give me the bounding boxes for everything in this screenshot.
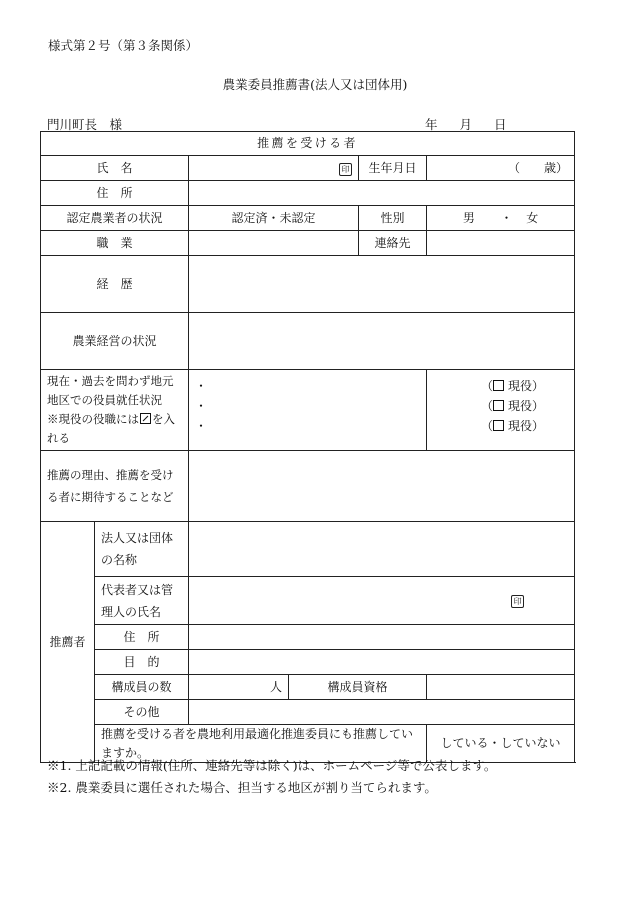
gender-separator: ・ <box>500 210 513 225</box>
rec-address-label: 住 所 <box>95 625 189 650</box>
bullet-1: ・ <box>195 379 208 393</box>
reason-label <box>41 451 189 522</box>
checkbox-icon[interactable] <box>493 380 504 391</box>
footnotes <box>47 755 496 799</box>
birth-field[interactable]: （ 歳） <box>427 156 575 181</box>
current-status-column <box>427 370 575 451</box>
officer-label <box>41 370 189 451</box>
other-label: その他 <box>95 700 189 725</box>
bullet-3: ・ <box>195 419 208 433</box>
members-field[interactable]: 人 <box>189 675 289 700</box>
rep-name-label: 代表者又は管 理人の氏名 <box>95 577 189 625</box>
form-number: 様式第２号（第３条関係） <box>48 38 199 53</box>
date-day: 日 <box>494 117 507 132</box>
reason-field[interactable] <box>189 451 575 522</box>
addressee: 門川町長 様 <box>47 117 123 132</box>
seal-mark: 印 <box>511 595 524 608</box>
qualification-field[interactable] <box>427 675 575 700</box>
rec-address-field[interactable] <box>189 625 575 650</box>
address-field[interactable] <box>189 181 575 206</box>
org-name-label: 法人又は団体 の名称 <box>95 522 189 577</box>
gender-label: 性別 <box>359 206 427 231</box>
certified-label: 認定農業者の状況 <box>41 206 189 231</box>
officer-label-line4: れる <box>47 431 70 445</box>
current-status-2[interactable]: （ 現役） <box>481 399 545 413</box>
farming-field[interactable] <box>189 313 575 370</box>
officer-label-line1: 現在・過去を問わず地元 <box>47 374 174 388</box>
recommendation-form-table <box>40 131 575 763</box>
certified-value[interactable]: 認定済・未認定 <box>189 206 359 231</box>
birth-label: 生年月日 <box>359 156 427 181</box>
rep-name-field[interactable] <box>189 577 575 625</box>
name-label: 氏 名 <box>41 156 189 181</box>
note-1: ※1. 上記記載の情報(住所、連絡先等は除く)は、ホームページ等で公表します。 <box>47 758 497 773</box>
bullet-2: ・ <box>195 399 208 413</box>
date-year: 年 <box>425 117 438 132</box>
members-label: 構成員の数 <box>95 675 189 700</box>
officer-label-line2: 地区での役員就任状況 <box>47 393 162 407</box>
occupation-label: 職 業 <box>41 231 189 256</box>
farming-label: 農業経営の状況 <box>41 313 189 370</box>
occupation-field[interactable] <box>189 231 359 256</box>
purpose-field[interactable] <box>189 650 575 675</box>
committee-question: 推薦を受ける者を農地利用最適化推進委員にも推薦していますか。 <box>95 725 427 763</box>
checkbox-icon[interactable] <box>493 420 504 431</box>
committee-answer[interactable]: している・していない <box>427 725 575 763</box>
other-field[interactable] <box>189 700 575 725</box>
current-status-1[interactable]: （ 現役） <box>481 379 545 393</box>
recommender-label: 推薦者 <box>41 522 95 763</box>
current-status-3[interactable]: （ 現役） <box>481 419 545 433</box>
qualification-label: 構成員資格 <box>289 675 427 700</box>
name-field[interactable] <box>189 156 359 181</box>
reason-label-line2: る者に期待することなど <box>47 490 174 504</box>
gender-field[interactable] <box>427 206 575 231</box>
gender-female[interactable]: 女 <box>526 210 539 225</box>
address-label: 住 所 <box>41 181 189 206</box>
checked-box-icon <box>140 413 151 424</box>
note-2: ※2. 農業委員に選任された場合、担当する地区が割り当てられます。 <box>47 780 437 795</box>
candidate-section-title: 推薦を受ける者 <box>41 132 575 156</box>
contact-label: 連絡先 <box>359 231 427 256</box>
officer-label-line3: ※現役の役職には を入 <box>47 412 175 426</box>
org-name-field[interactable] <box>189 522 575 577</box>
reason-label-line1: 推薦の理由、推薦を受け <box>47 468 174 482</box>
purpose-label: 目 的 <box>95 650 189 675</box>
form-title: 農業委員推薦書(法人又は団体用) <box>222 77 408 92</box>
seal-mark: 印 <box>339 163 352 176</box>
officer-positions-field[interactable] <box>189 370 427 451</box>
career-label: 経 歴 <box>41 256 189 313</box>
checkbox-icon[interactable] <box>493 400 504 411</box>
gender-male[interactable]: 男 <box>462 210 475 225</box>
contact-field[interactable] <box>427 231 575 256</box>
career-field[interactable] <box>189 256 575 313</box>
date-month: 月 <box>459 117 473 132</box>
